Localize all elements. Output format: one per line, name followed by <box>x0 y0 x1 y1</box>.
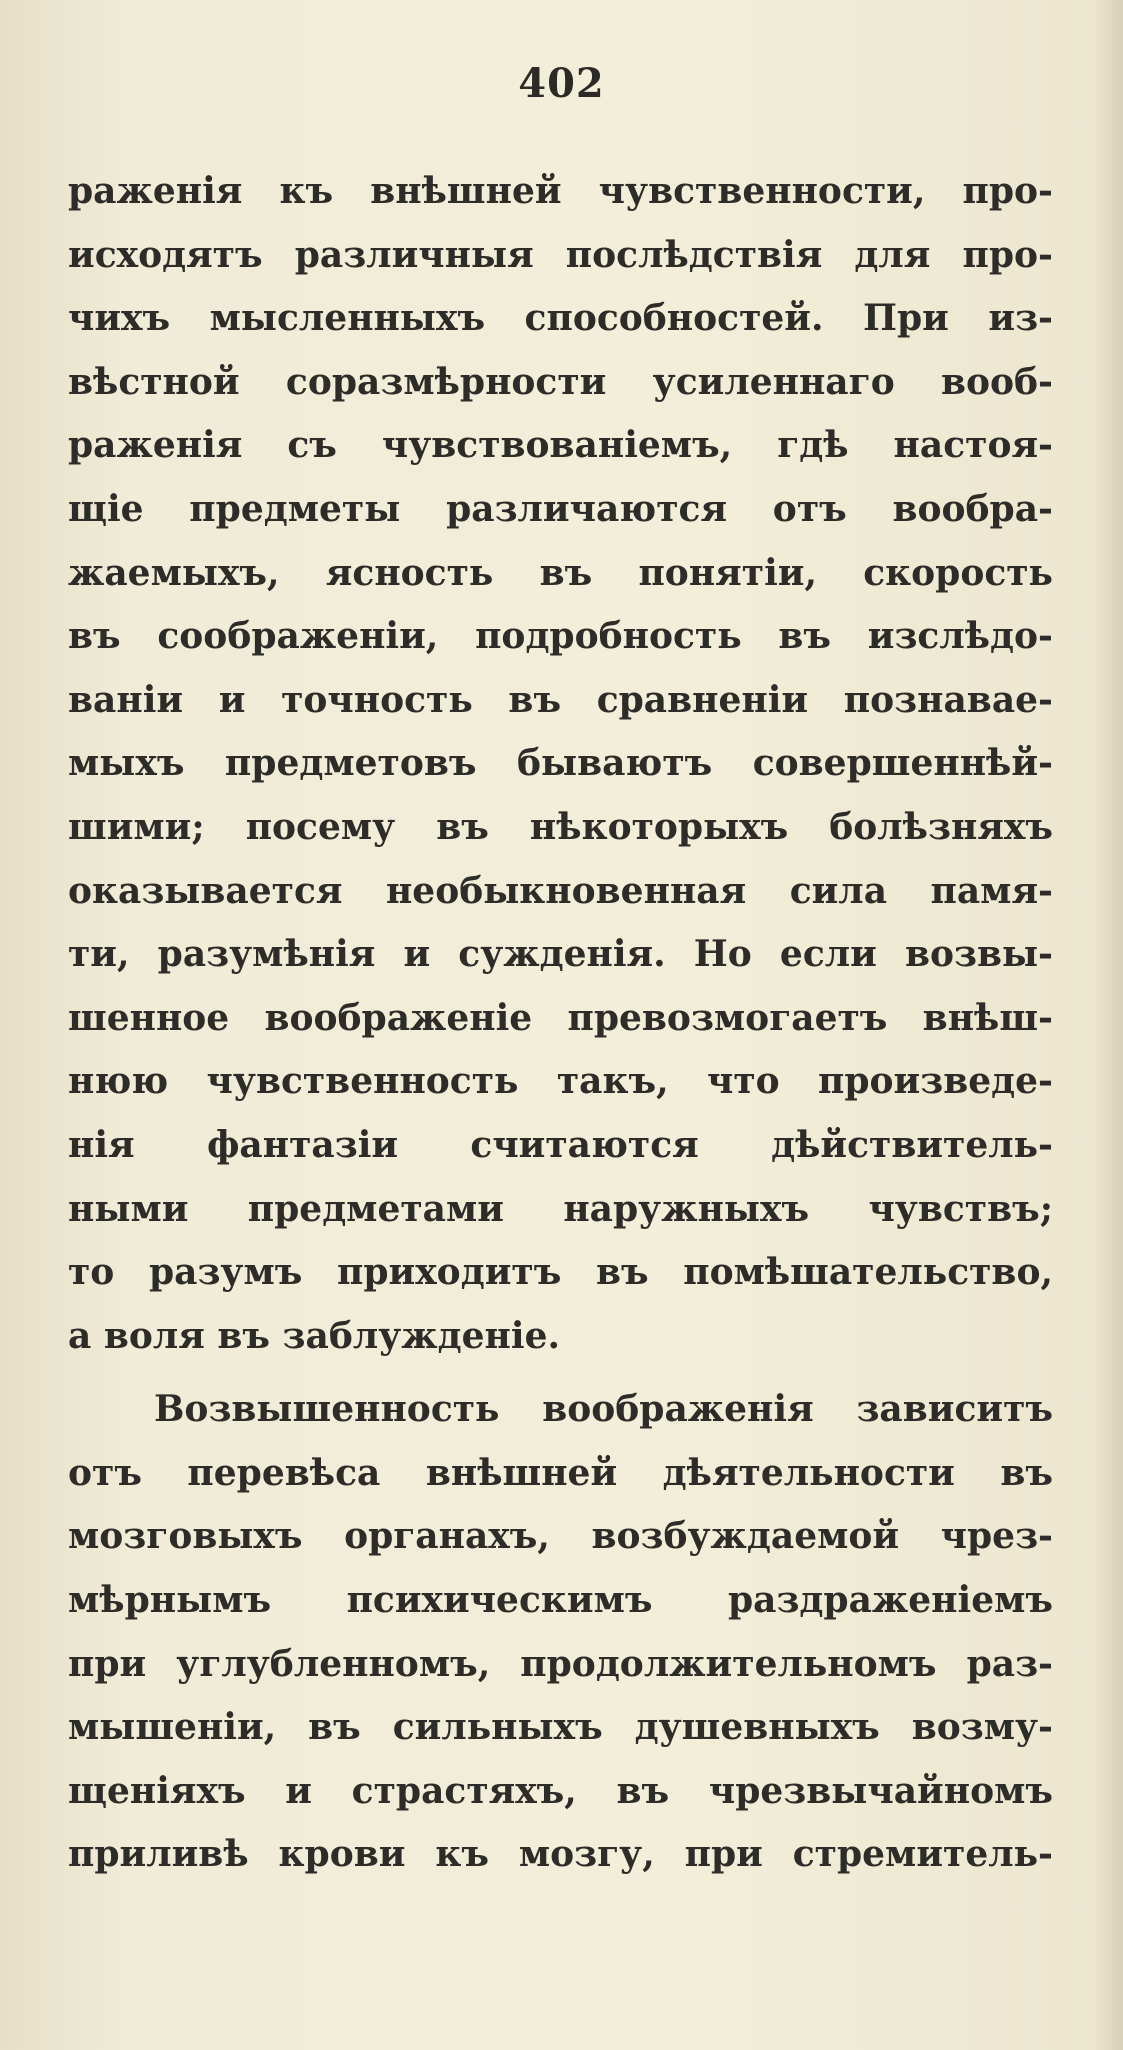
text-line: щіе предметы различаются отъ вообра- <box>68 487 1053 530</box>
paragraph <box>68 160 1053 1368</box>
text-line: мозговыхъ органахъ, возбуждаемой чрез- <box>68 1515 1053 1558</box>
text-line: мыхъ предметовъ бываютъ совершеннѣй- <box>68 742 1053 785</box>
text-line: шими; посему въ нѣкоторыхъ болѣзняхъ <box>68 805 1053 848</box>
body-text <box>68 160 1053 1887</box>
text-line: отъ перевѣса внѣшней дѣятельности въ <box>68 1451 1053 1494</box>
page-edge-shadow <box>1093 0 1123 2050</box>
text-line: жаемыхъ, ясность въ понятіи, скорость <box>68 551 1053 594</box>
text-line: ными предметами наружныхъ чувствъ; <box>68 1187 1053 1230</box>
text-line: то разумъ приходитъ въ помѣшательство, <box>68 1251 1053 1294</box>
paragraph-gap <box>68 1368 1053 1378</box>
text-line: ваніи и точность въ сравненіи познавае- <box>68 678 1053 721</box>
text-line: шенное воображеніе превозмогаетъ внѣш- <box>68 996 1053 1039</box>
text-line: мѣрнымъ психическимъ раздраженіемъ <box>68 1579 1053 1622</box>
text-line: раженія съ чувствованіемъ, гдѣ настоя- <box>68 424 1053 467</box>
text-line: а воля въ заблужденіе. <box>68 1314 561 1357</box>
text-line: нія фантазіи считаются дѣйствитель- <box>68 1123 1053 1166</box>
paragraph <box>68 1378 1053 1887</box>
text-line: исходятъ различныя послѣдствія для про- <box>68 233 1053 276</box>
text-line: раженія къ внѣшней чувственности, про- <box>68 170 1053 212</box>
text-line: при углубленномъ, продолжительномъ раз- <box>68 1642 1053 1685</box>
text-line: Возвышенность воображенія зависитъ <box>154 1388 1053 1431</box>
text-line: нюю чувственность такъ, что произведе- <box>68 1060 1053 1103</box>
text-line: ти, разумѣнія и сужденія. Но если возвы- <box>68 933 1053 976</box>
text-line: мышеніи, въ сильныхъ душевныхъ возму- <box>68 1706 1053 1749</box>
text-line: оказывается необыкновенная сила памя- <box>68 869 1053 912</box>
text-line: щеніяхъ и страстяхъ, въ чрезвычайномъ <box>68 1769 1053 1812</box>
text-line: въ соображеніи, подробность въ изслѣдо- <box>68 615 1053 658</box>
page-number: 402 <box>518 60 605 107</box>
text-line: чихъ мысленныхъ способностей. При из- <box>68 297 1053 340</box>
text-line: вѣстной соразмѣрности усиленнаго вооб- <box>68 360 1053 403</box>
text-line: приливѣ крови къ мозгу, при стремитель- <box>68 1833 1053 1876</box>
